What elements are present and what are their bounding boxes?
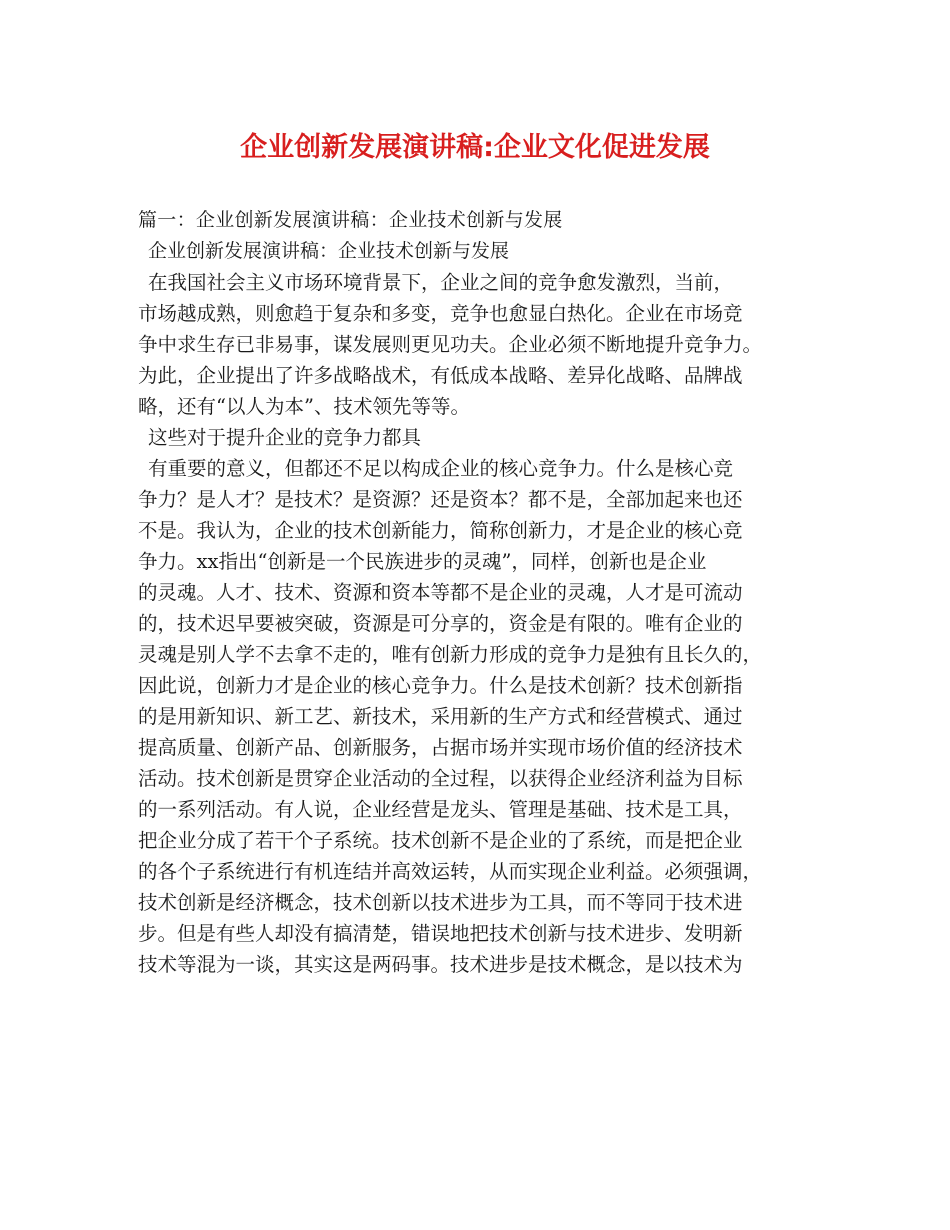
- paragraph-line: 活动。技术创新是贯穿企业活动的全过程，以获得企业经济利益为目标: [138, 767, 743, 790]
- paragraph-line: 的灵魂。人才、技术、资源和资本等都不是企业的灵魂，人才是可流动: [138, 581, 743, 604]
- paragraph-line: 的各个子系统进行有机连结并高效运转，从而实现企业利益。必须强调，: [138, 860, 763, 883]
- paragraph-line: 的，技术迟早要被突破，资源是可分享的，资金是有限的。唯有企业的: [138, 612, 743, 635]
- paragraph-1: [138, 267, 828, 422]
- paragraph-line: 不是。我认为，企业的技术创新能力，简称创新力，才是企业的核心竞: [138, 519, 743, 542]
- paragraph-line: 技术创新是经济概念，技术创新以技术进步为工具，而不等同于技术进: [138, 891, 743, 914]
- paragraph-line: 略，还有“以人为本”、技术领先等等。: [138, 395, 470, 418]
- paragraph-line: 技术等混为一谈，其实这是两码事。技术进步是技术概念，是以技术为: [138, 953, 743, 976]
- paragraph-line: 争力。xx指出“创新是一个民族进步的灵魂”，同样，创新也是企业: [138, 550, 707, 573]
- paragraph-line: 步。但是有些人却没有搞清楚，错误地把技术创新与技术进步、发明新: [138, 922, 743, 945]
- paragraph-line: 这些对于提升企业的竞争力都具: [148, 426, 422, 449]
- document-body: [138, 205, 828, 980]
- paragraph-line: 有重要的意义，但都还不足以构成企业的核心竞争力。什么是核心竞: [148, 457, 734, 480]
- sub-heading: 企业创新发展演讲稿：企业技术创新与发展: [148, 240, 510, 262]
- paragraph-line: 的一系列活动。有人说，企业经营是龙头、管理是基础、技术是工具，: [138, 798, 743, 821]
- paragraph-line: 在我国社会主义市场环境背景下，企业之间的竞争愈发激烈，当前，: [148, 271, 734, 294]
- paragraph-line: 的是用新知识、新工艺、新技术，采用新的生产方式和经营模式、通过: [138, 705, 743, 728]
- paragraph-line: 提高质量、创新产品、创新服务，占据市场并实现市场价值的经济技术: [138, 736, 743, 759]
- paragraph-line: 把企业分成了若干个子系统。技术创新不是企业的了系统，而是把企业: [138, 829, 743, 852]
- paragraph-line: 因此说，创新力才是企业的核心竞争力。什么是技术创新？技术创新指: [138, 674, 743, 697]
- section-heading: 篇一：企业创新发展演讲稿：企业技术创新与发展: [138, 209, 563, 231]
- paragraph-3: [138, 453, 828, 980]
- paragraph-line: 争中求生存已非易事，谋发展则更见功夫。企业必须不断地提升竞争力。: [138, 333, 763, 356]
- paragraph-line: 灵魂是别人学不去拿不走的，唯有创新力形成的竞争力是独有且长久的，: [138, 643, 763, 666]
- paragraph-line: 市场越成熟，则愈趋于复杂和多变，竞争也愈显白热化。企业在市场竞: [138, 302, 743, 325]
- paragraph-line: 为此，企业提出了许多战略战术，有低成本战略、差异化战略、品牌战: [138, 364, 743, 387]
- document-title: 企业创新发展演讲稿:企业文化促进发展: [240, 132, 710, 163]
- paragraph-line: 争力？是人才？是技术？是资源？还是资本？都不是，全部加起来也还: [138, 488, 743, 511]
- paragraph-2: [138, 422, 828, 453]
